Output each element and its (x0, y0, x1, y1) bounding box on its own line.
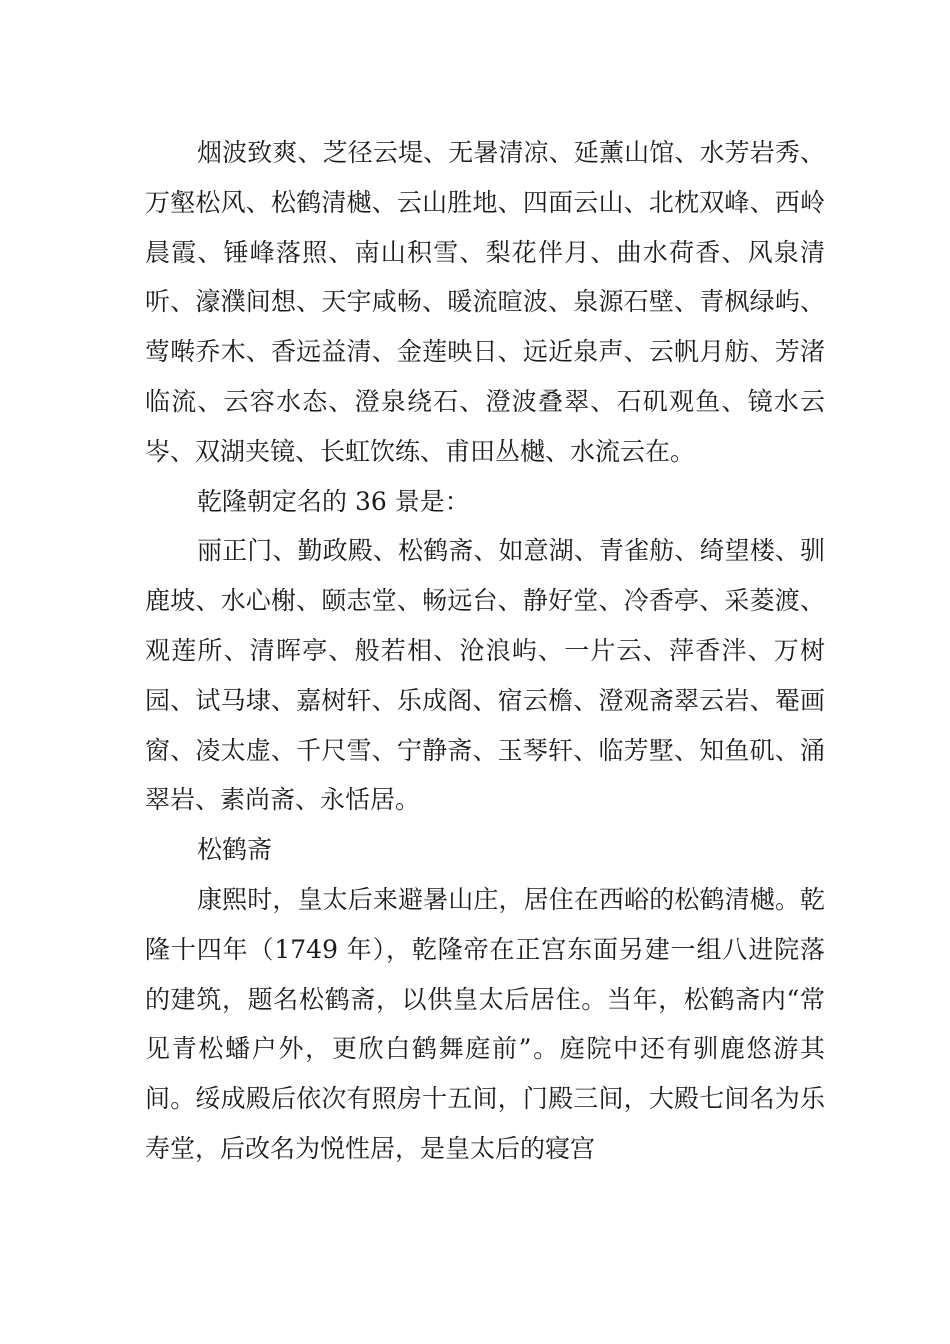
qianlong-36-scenes-list: 丽正门、勤政殿、松鹤斋、如意湖、青雀舫、绮望楼、驯鹿坡、水心榭、颐志堂、畅远台、静好堂、冷香亭、采菱渡、观莲所、清晖亭、般若相、沧浪屿、一片云、萍香泮、万树园、试马埭、嘉树轩、乐成阁、宿云檐、澄观斋翠云岩、罨画窗、凌太虚、千尺雪、宁静斋、玉琴轩、临芳墅、知鱼矶、涌翠岩、素尚斋、永恬居。 (145, 536, 825, 815)
songhezhai-heading: 松鹤斋 (197, 835, 273, 865)
songhezhai-description: 康熙时，皇太后来避暑山庄，居住在西峪的松鹤清樾。乾隆十四年（1749 年），乾隆帝在正宫东面另建一组八进院落的建筑，题名松鹤斋，以供皇太后居住。当年，松鹤斋内“常见青松蟠户外，更欣白鹤舞庭前”。庭院中还有驯鹿悠游其间。绥成殿后依次有照房十五间，门殿三间，大殿七间名为乐寿堂，后改名为悦性居，是皇太后的寝宫 (145, 884, 825, 1163)
document-body (145, 128, 825, 1174)
kangxi-36-scenes-list: 烟波致爽、芝径云堤、无暑清凉、延薰山馆、水芳岩秀、万壑松风、松鹤清樾、云山胜地、四面云山、北枕双峰、西岭晨霞、锤峰落照、南山积雪、梨花伴月、曲水荷香、风泉清听、濠濮间想、天宇咸畅、暖流暄波、泉源石壁、青枫绿屿、莺啭乔木、香远益清、金莲映日、远近泉声、云帆月舫、芳渚临流、云容水态、澄泉绕石、澄波叠翠、石矶观鱼、镜水云岑、双湖夹镜、长虹饮练、甫田丛樾、水流云在。 (145, 138, 825, 466)
qianlong-36-scenes-heading: 乾隆朝定名的 36 景是： (197, 486, 470, 516)
